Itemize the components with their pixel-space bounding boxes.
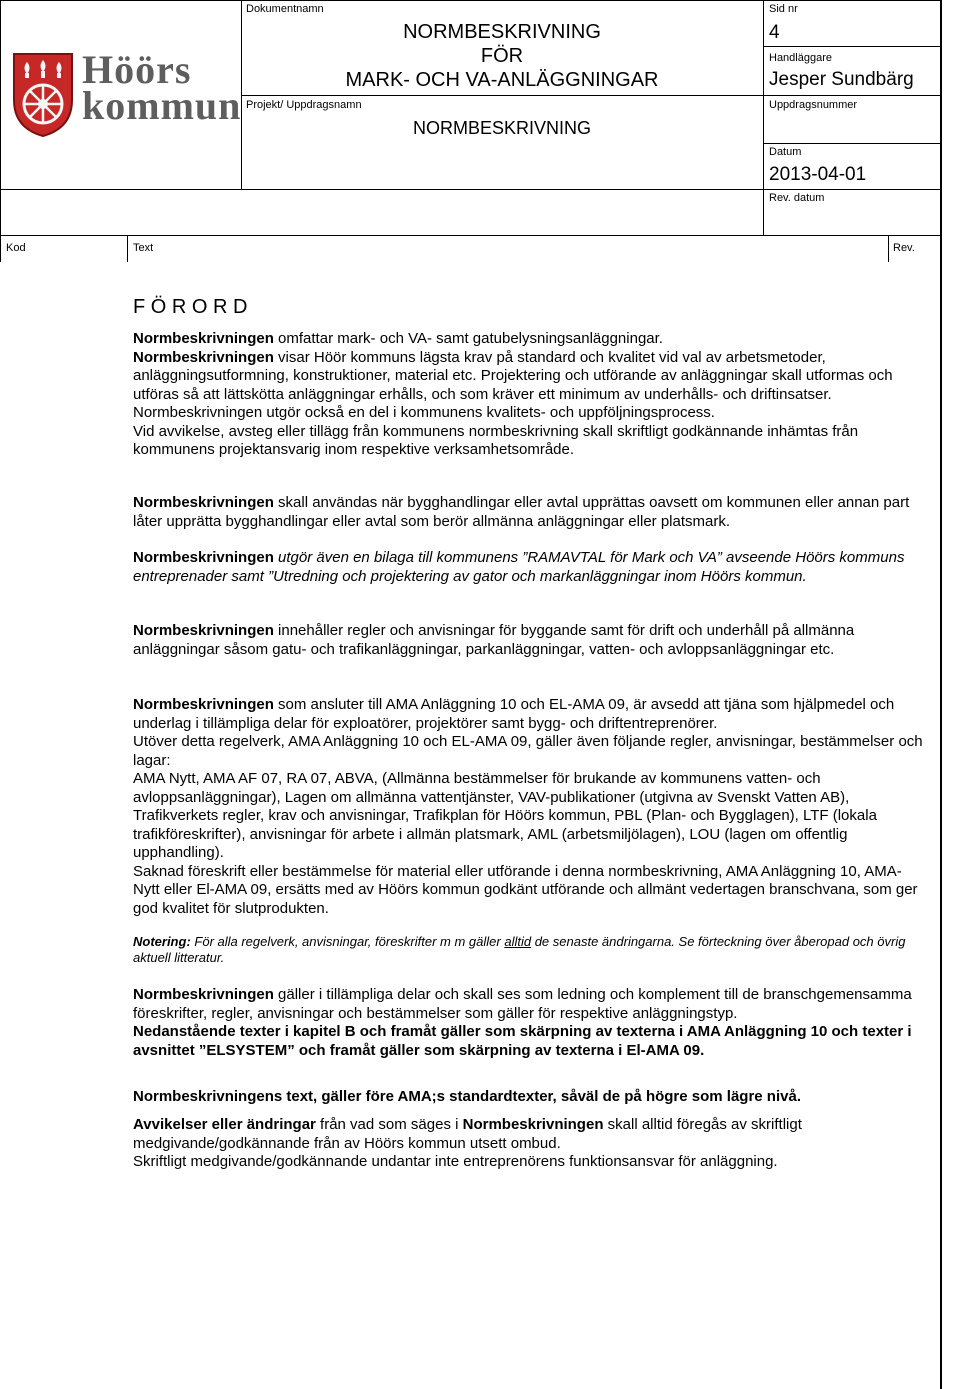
section-heading: F Ö R O R D: [133, 296, 248, 318]
col-divider-rev: [888, 235, 889, 262]
assignment-label: Uppdragsnummer: [769, 99, 858, 111]
header-hline-5: [0, 235, 941, 236]
rev-date-label: Rev. datum: [769, 192, 825, 204]
header-hline-3: [763, 143, 941, 144]
logo-text-line2: kommun: [82, 83, 242, 128]
paragraph-deviations: Avvikelser eller ändringar från vad som säges i Normbeskrivningen skall alltid föregås av skriftligt medgivande/godkännande från av Höörs kommun utsett ombud. Skriftligt medgivande/godkännande undantar inte entreprenörens funktionsansvar för anläggning.: [133, 1116, 802, 1170]
intro-line-3: Normbeskrivningen utgör också en del i kommunens kvalitets- och uppföljningsprocess.: [133, 404, 715, 421]
doc-title-line3: MARK- OCH VA-ANLÄGGNINGAR: [345, 69, 659, 91]
doc-name-label: Dokumentnamn: [246, 3, 324, 15]
header-hline-1: [763, 46, 941, 47]
page-value: 4: [769, 22, 780, 43]
date-value: 2013-04-01: [769, 164, 867, 185]
date-label: Datum: [769, 146, 802, 158]
handler-label: Handläggare: [769, 52, 832, 64]
column-header-rev: Rev.: [893, 242, 915, 254]
doc-title-line2: FÖR: [480, 45, 524, 67]
column-header-kod: Kod: [6, 242, 26, 254]
coat-of-arms-icon: [12, 52, 74, 138]
frame-left: [0, 0, 1, 262]
project-value: NORMBESKRIVNING: [412, 118, 592, 138]
title-divider: [763, 0, 764, 235]
header-hline-4: [0, 189, 941, 190]
paragraph-contents: Normbeskrivningen innehåller regler och anvisningar för byggande samt för drift och underhåll på allmänna anläggningar såsom gatu- och trafikanläggningar, parkanläggningar, vatten- och avloppsanläggningar etc.: [133, 622, 855, 658]
intro-line-1: Normbeskrivningen omfattar mark- och VA- samt gatubelysningsanläggningar.: [133, 330, 663, 347]
frame-right: [940, 0, 942, 1389]
project-label: Projekt/ Uppdragsnamn: [246, 99, 362, 111]
doc-title-line1: NORMBESKRIVNING: [403, 21, 601, 43]
paragraph-scope: Normbeskrivningen gäller i tillämpliga delar och skall ses som ledning och komplement till de branschgemensamma föreskrifter, regler, anvisningar och bestämmelser som gäller för respektive anläggningstyp. Nedanstående texter i kapitel B och framåt gäller som skärpning av texterna i AMA Anläggning 10 och texter i avsnittet ”ELSYSTEM” och framåt gäller som skärpning av texterna i El-AMA 09.: [133, 986, 912, 1059]
intro-line-2: Normbeskrivningen visar Höör kommuns lägsta krav på standard och kvalitet vid val av arbetsmetoder, anläggningsutformning, konstruktioner, material etc. Projektering och utförande av anläggningar skall utformas och utföras så att lättskötta anläggningar erhålls, och som kräver ett minimum av underhålls- och driftinsatser.: [133, 348, 893, 403]
frame-top: [0, 0, 942, 1]
header-hline-2: [241, 95, 941, 96]
paragraph-usage: Normbeskrivningen skall användas när bygghandlingar eller avtal upprättas oavsett om kommunen eller annan part låter upprätta bygghandlingar eller avtal som berör allmänna anläggningar eller platsmark.: [133, 494, 910, 530]
paragraph-regulations: Normbeskrivningen som ansluter till AMA Anläggning 10 och EL-AMA 09, är avsedd att tjäna som hjälpmedel och underlag i tillämpliga delar för exploatörer, projektörer samt bygg- och driftentreprenörer. Utöver detta regelverk, AMA Anläggning 10 och EL-AMA 09, gäller även följande regler, anvisningar, bestämmelser och lagar: AMA Nytt, AMA AF 07, RA 07, ABVA, (Allmänna bestämmelser för brukande av kommunens vatten- och avloppsanläggningar), Lagen om allmänna vattentjänster, VAV-publikationer (utgivna av Svenskt Vatten AB), Trafikverkets regler, krav och anvisningar, Trafikplan för Höörs kommun, PBL (Plan- och Bygglagen), LTF (lokala trafikföreskrifter), anvisningar för arbete i allmän platsmark, AML (arbetsmiljölagen), LOU (lagen om offentlig upphandling). Saknad föreskrift eller bestämmelse för material eller utförande i denna normbeskrivning, AMA Anläggning 10, AMA-Nytt eller El-AMA 09, ersätts med av Höörs kommun godkänt utförande och allmänt vedertagen branschvana, som ger god kvalitet för slutprodukten.: [133, 696, 923, 917]
intro-paragraph: [133, 330, 923, 460]
municipality-logo: [12, 47, 242, 140]
logo-text-line1: Höörs: [82, 47, 192, 92]
paragraph-appendix: Normbeskrivningen utgör även en bilaga till kommunens ”RAMAVTAL för Mark och VA” avseende Höörs kommuns entreprenader samt ”Utredning och projektering av gator och markanläggningar inom Höörs kommun.: [133, 549, 905, 585]
col-divider-kod: [127, 235, 128, 262]
intro-line-4: Vid avvikelse, avsteg eller tillägg från kommunens normbeskrivning skall skriftligt godkännande inhämtas från kommunens projektansvarig inom respektive verksamhetsområde.: [133, 422, 859, 458]
page-label: Sid nr: [769, 3, 798, 15]
note-paragraph: Notering: För alla regelverk, anvisningar, föreskrifter m m gäller alltid de senaste ändringarna. Se förteckning över åberopad och övrig aktuell litteratur.: [133, 934, 906, 965]
handler-value: Jesper Sundbärg: [769, 69, 914, 90]
paragraph-precedence: Normbeskrivningens text, gäller före AMA;s standardtexter, såväl de på högre som lägre nivå.: [133, 1088, 801, 1105]
column-header-text: Text: [133, 242, 154, 254]
